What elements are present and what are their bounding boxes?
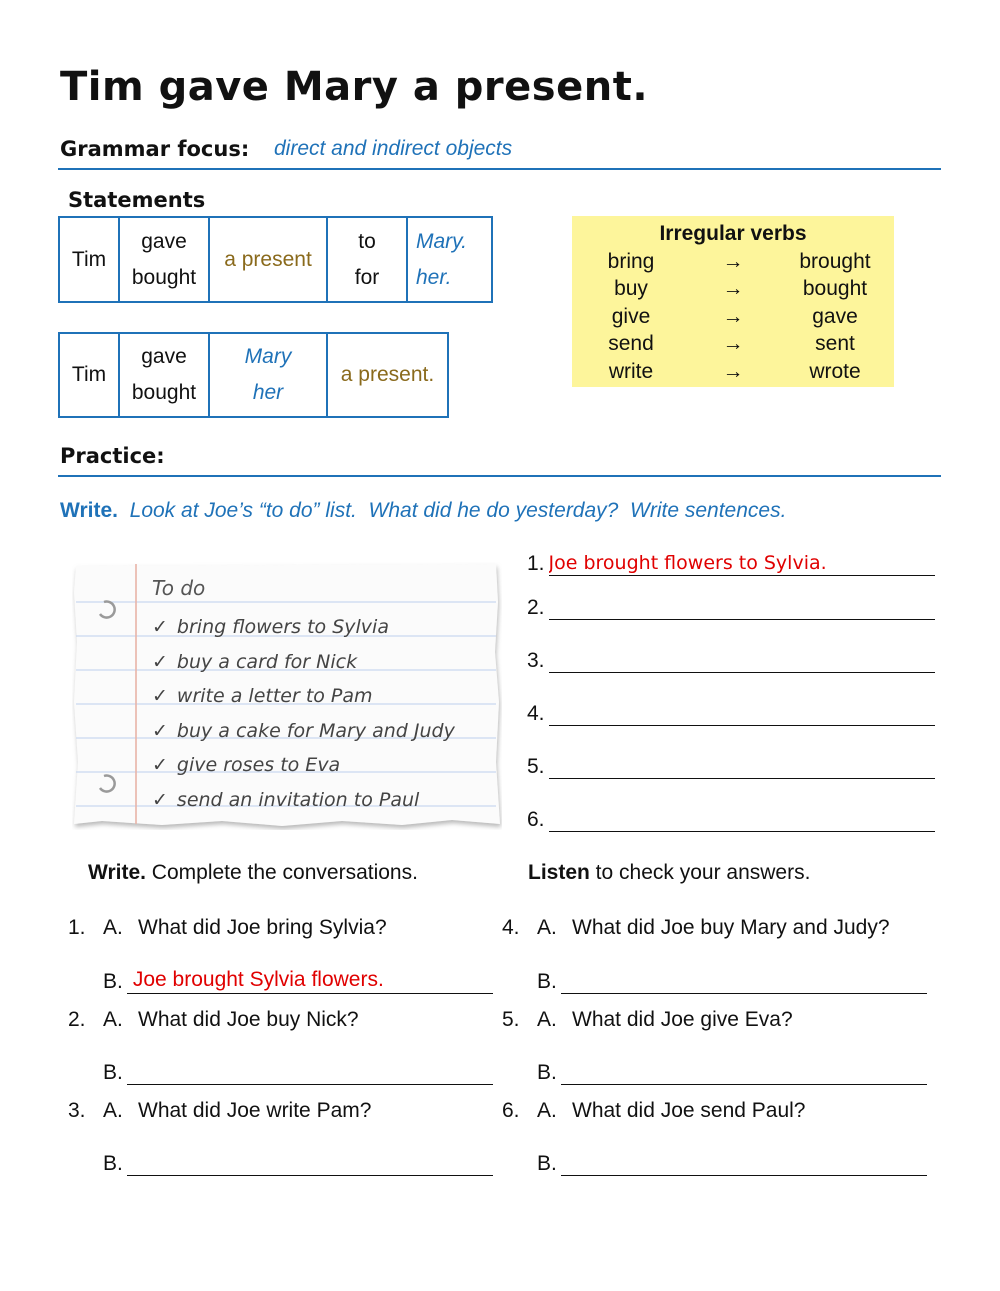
- sentence-row: [527, 804, 935, 832]
- page-title: Tim gave Mary a present.: [60, 64, 649, 110]
- question-text: What did Joe send Paul?: [572, 1099, 806, 1122]
- verb-option: gave: [141, 229, 187, 253]
- verb-past: wrote: [809, 359, 861, 383]
- write-bold: Write.: [88, 861, 146, 884]
- direct-object-cell: a present: [209, 217, 327, 302]
- todo-note: [72, 562, 502, 830]
- instruction-text: Look at Joe’s “to do” list. What did he do yesterday? Write sentences.: [117, 499, 787, 522]
- conversation-answer-row: [537, 1057, 927, 1085]
- question-text: What did Joe buy Nick?: [138, 1008, 359, 1031]
- sentence-answer-field[interactable]: Joe brought flowers to Sylvia.: [549, 551, 935, 576]
- conversation-answer-field[interactable]: [127, 1058, 493, 1085]
- statements-heading: Statements: [68, 188, 206, 212]
- arrow-icon: →: [722, 277, 744, 301]
- verb-row: [572, 331, 894, 359]
- conversation-number: 4.: [502, 916, 520, 939]
- verb-cell: [119, 217, 209, 302]
- conversation-answer-row: [103, 1148, 493, 1176]
- verb-base: bring: [607, 249, 655, 273]
- sentence-number: 5.: [527, 755, 545, 778]
- sentence-number: 4.: [527, 702, 545, 725]
- todo-item-text: send an invitation to Paul: [176, 788, 420, 811]
- verb-row: [572, 248, 894, 276]
- arrow-icon: →: [722, 359, 744, 383]
- indirect-object-option: her: [252, 381, 284, 404]
- verb-row: [572, 358, 894, 386]
- indirect-object-option: Mary.: [416, 229, 467, 253]
- conversation-question: [68, 1008, 359, 1032]
- irregular-verbs-heading: Irregular verbs: [659, 222, 807, 245]
- todo-item: [152, 714, 455, 749]
- conversation-question: [502, 1008, 793, 1032]
- check-icon: ✓: [152, 650, 168, 673]
- conversation-answer-row: [537, 966, 927, 994]
- sentence-answer-field[interactable]: [549, 648, 935, 673]
- divider: [58, 168, 941, 170]
- irregular-verbs-box: [572, 216, 894, 387]
- sentence-answer-field[interactable]: [549, 595, 935, 620]
- direct-object-cell: a present.: [327, 333, 448, 417]
- conversations-instruction: [88, 861, 418, 885]
- listen-instruction: [528, 861, 810, 885]
- sentence-row: [527, 751, 935, 779]
- speaker-a-label: A.: [537, 916, 557, 939]
- question-text: What did Joe write Pam?: [138, 1099, 372, 1122]
- sentence-answer-field[interactable]: [549, 701, 935, 726]
- subject-cell: Tim: [59, 217, 119, 302]
- todo-item-text: write a letter to Pam: [176, 685, 373, 707]
- todo-item-text: buy a cake for Mary and Judy: [176, 719, 455, 742]
- conversation-number: 1.: [68, 916, 86, 939]
- verb-base: buy: [614, 277, 648, 301]
- speaker-a-label: A.: [103, 916, 123, 939]
- verb-row: [572, 303, 894, 331]
- todo-item: [152, 783, 455, 818]
- speaker-a-label: A.: [537, 1008, 557, 1031]
- sentence-number: 3.: [527, 649, 545, 672]
- indirect-object-option: Mary: [244, 345, 292, 368]
- conversation-number: 6.: [502, 1099, 520, 1122]
- conversation-number: 3.: [68, 1099, 86, 1122]
- speaker-b-label: B.: [103, 970, 123, 993]
- instruction-bold: Write.: [60, 499, 118, 522]
- verb-past: bought: [802, 277, 868, 301]
- practice-instruction: [60, 499, 786, 523]
- conversation-number: 2.: [68, 1008, 86, 1031]
- sentence-row: [527, 698, 935, 726]
- sentence-number: 1.: [527, 552, 545, 575]
- check-icon: ✓: [152, 788, 168, 811]
- conversation-number: 5.: [502, 1008, 520, 1031]
- todo-item-text: bring flowers to Sylvia: [176, 616, 389, 638]
- verb-base: send: [608, 332, 654, 356]
- verb-cell: [119, 333, 209, 417]
- sentence-row: [527, 548, 935, 576]
- conversation-answer-row: [103, 1057, 493, 1085]
- divider: [58, 475, 941, 477]
- grammar-focus-label: Grammar focus:: [60, 137, 250, 161]
- verb-option: bought: [131, 381, 197, 404]
- listen-text: to check your answers.: [589, 861, 811, 884]
- indirect-object-option: her.: [416, 265, 452, 289]
- verb-option: bought: [131, 265, 197, 289]
- todo-item-text: give roses to Eva: [176, 754, 341, 776]
- todo-list: [152, 610, 455, 817]
- todo-title: To do: [152, 576, 206, 600]
- verb-past: brought: [799, 249, 871, 273]
- todo-item-text: buy a card for Nick: [176, 650, 358, 673]
- irregular-verbs-list: [572, 248, 894, 386]
- conversation-question: [502, 916, 890, 940]
- listen-bold: Listen: [528, 861, 590, 884]
- indirect-object-cell: [407, 217, 492, 302]
- arrow-icon: →: [722, 249, 744, 273]
- conversation-answer-row: [537, 1148, 927, 1176]
- sentence-number: 2.: [527, 596, 545, 619]
- question-text: What did Joe give Eva?: [572, 1008, 793, 1031]
- write-text: Complete the conversations.: [145, 861, 418, 884]
- question-text: What did Joe buy Mary and Judy?: [572, 916, 890, 939]
- speaker-b-label: B.: [537, 1152, 557, 1175]
- sentence-number: 6.: [527, 808, 545, 831]
- preposition-option: to: [358, 229, 376, 253]
- conversation-answer-field[interactable]: Joe brought Sylvia flowers.: [127, 967, 493, 994]
- practice-heading: Practice:: [60, 444, 165, 468]
- check-icon: ✓: [152, 719, 168, 742]
- verb-past: sent: [815, 332, 855, 356]
- arrow-icon: →: [722, 332, 744, 356]
- grammar-focus-value: direct and indirect objects: [274, 137, 513, 160]
- verb-base: write: [608, 359, 654, 383]
- conversation-answer-field[interactable]: [127, 1149, 493, 1176]
- speaker-b-label: B.: [537, 970, 557, 993]
- speaker-a-label: A.: [103, 1008, 123, 1031]
- check-icon: ✓: [152, 685, 168, 707]
- arrow-icon: →: [722, 304, 744, 328]
- todo-item: [152, 610, 455, 645]
- conversation-question: [502, 1099, 805, 1123]
- question-text: What did Joe bring Sylvia?: [138, 916, 387, 939]
- speaker-b-label: B.: [103, 1061, 123, 1084]
- speaker-b-label: B.: [103, 1152, 123, 1175]
- sentence-answer-field[interactable]: [549, 754, 935, 779]
- preposition-option: for: [354, 265, 380, 289]
- todo-item: [152, 645, 455, 680]
- conversation-answer-field[interactable]: [561, 1058, 927, 1085]
- todo-item: [152, 679, 455, 714]
- subject-cell: Tim: [59, 333, 119, 417]
- verb-base: give: [611, 304, 651, 328]
- verb-row: [572, 276, 894, 304]
- indirect-object-cell: [209, 333, 327, 417]
- conversation-answer-row: [103, 966, 493, 994]
- statement-table-2: [58, 332, 449, 418]
- verb-option: gave: [141, 345, 187, 368]
- todo-item: [152, 748, 455, 783]
- speaker-a-label: A.: [537, 1099, 557, 1122]
- conversation-question: [68, 1099, 371, 1123]
- check-icon: ✓: [152, 616, 168, 638]
- speaker-b-label: B.: [537, 1061, 557, 1084]
- sentence-answer-field[interactable]: [549, 807, 935, 832]
- verb-past: gave: [812, 304, 858, 328]
- sentence-row: [527, 592, 935, 620]
- conversation-answer-field[interactable]: [561, 967, 927, 994]
- preposition-cell: [327, 217, 407, 302]
- conversation-question: [68, 916, 387, 940]
- speaker-a-label: A.: [103, 1099, 123, 1122]
- statement-table-1: [58, 216, 493, 303]
- check-icon: ✓: [152, 754, 168, 776]
- conversation-answer-field[interactable]: [561, 1149, 927, 1176]
- sentence-row: [527, 645, 935, 673]
